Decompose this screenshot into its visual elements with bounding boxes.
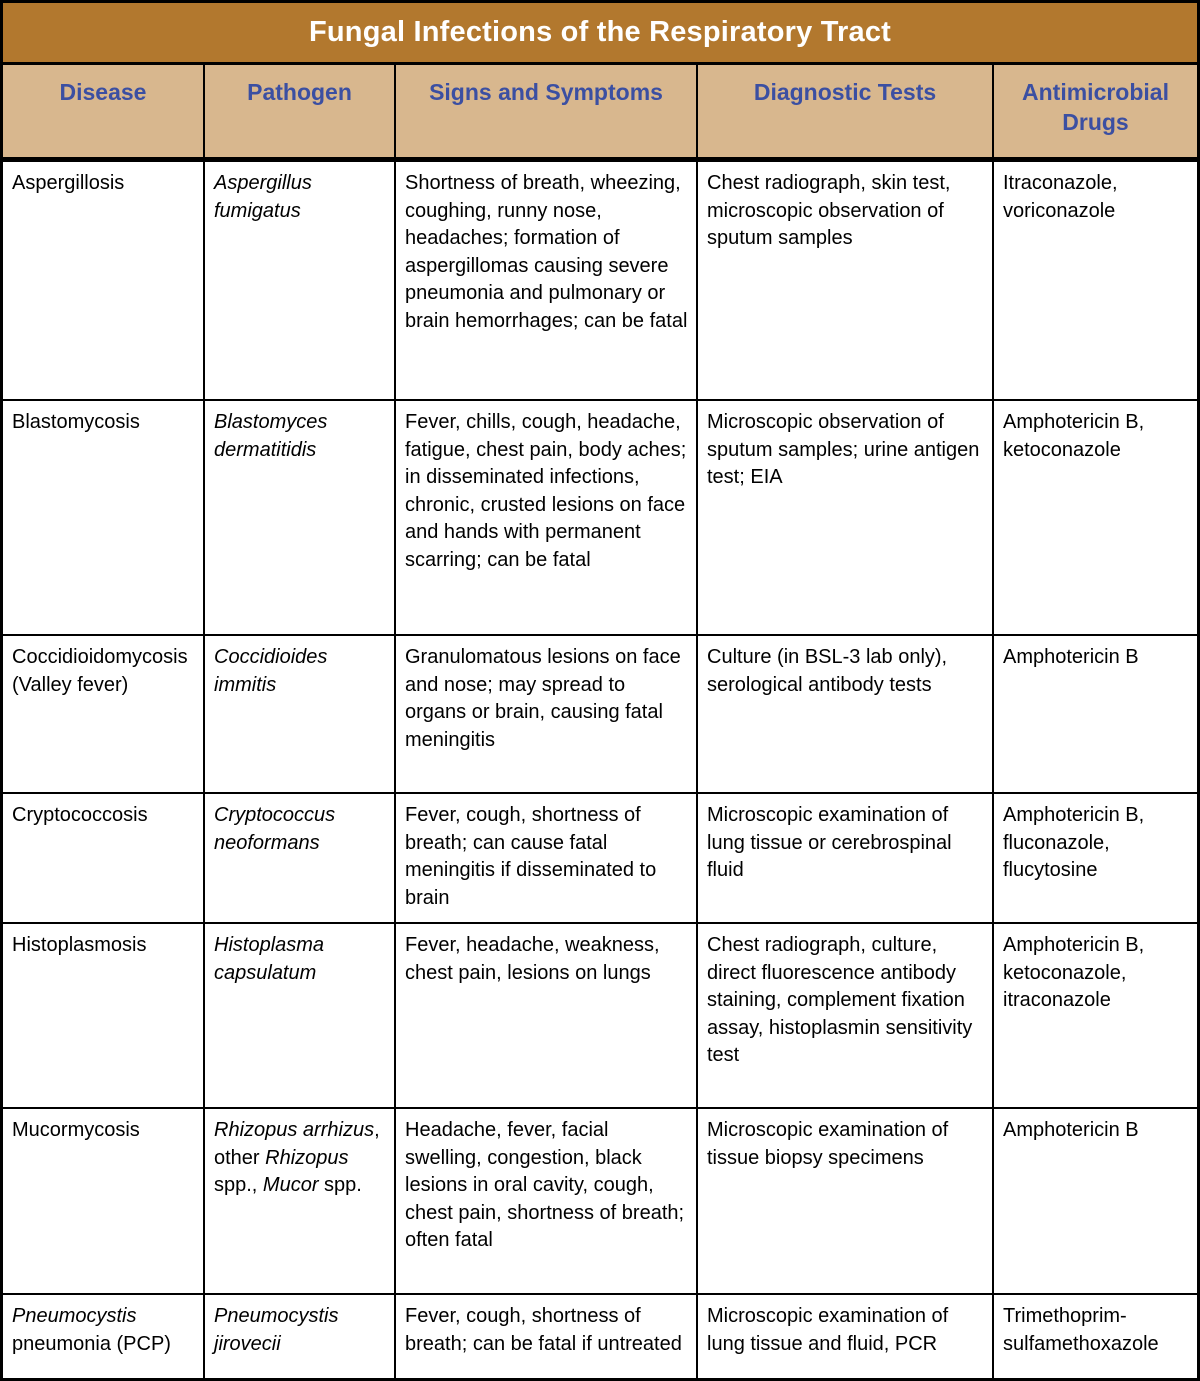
cell-pathogen — [203, 924, 394, 1107]
pathogen-name: Blastomyces dermatitidis — [214, 411, 328, 461]
disease-name: Blastomycosis — [12, 411, 140, 433]
cell-signs: Fever, cough, shortness of breath; can cause fatal meningitis if disseminated to brain — [394, 794, 696, 922]
cell-disease — [3, 636, 203, 792]
cell-signs: Fever, headache, weakness, chest pain, lesions on lungs — [394, 924, 696, 1107]
table-row — [3, 792, 1197, 922]
cell-tests: Chest radiograph, skin test, microscopic observation of sputum samples — [696, 162, 992, 399]
disease-name: Histoplasmosis — [12, 934, 147, 956]
pathogen-name: Aspergillus fumigatus — [214, 172, 312, 222]
pathogen-name: Histoplasma capsulatum — [214, 934, 325, 984]
cell-pathogen — [203, 1109, 394, 1293]
table-row — [3, 1107, 1197, 1293]
cell-disease — [3, 924, 203, 1107]
cell-disease — [3, 162, 203, 399]
cell-drugs: Amphotericin B — [992, 636, 1197, 792]
cell-tests: Microscopic examination of tissue biopsy specimens — [696, 1109, 992, 1293]
cell-drugs: Amphotericin B, fluconazole, flucytosine — [992, 794, 1197, 922]
cell-drugs: Amphotericin B, ketoconazole, itraconazole — [992, 924, 1197, 1107]
column-header-pathogen: Pathogen — [203, 65, 394, 157]
cell-pathogen — [203, 401, 394, 634]
cell-disease — [3, 401, 203, 634]
pathogen-name: Coccidioides immitis — [214, 646, 328, 696]
cell-drugs: Trimethoprim-sulfamethoxazole — [992, 1295, 1197, 1381]
column-header-signs-and-symptoms: Signs and Symptoms — [394, 65, 696, 157]
cell-signs: Granulomatous lesions on face and nose; may spread to organs or brain, causing fatal meningitis — [394, 636, 696, 792]
table-row — [3, 399, 1197, 634]
pathogen-name: Pneumocystis jirovecii — [214, 1305, 339, 1355]
cell-signs: Shortness of breath, wheezing, coughing, runny nose, headaches; formation of aspergillomas causing severe pneumonia and pulmonary or brain hemorrhages; can be fatal — [394, 162, 696, 399]
table-row — [3, 160, 1197, 399]
pathogen-name-parts: Rhizopus arrhizus, other Rhizopus spp., Mucor spp. — [214, 1119, 380, 1196]
cell-signs: Fever, cough, shortness of breath; can be fatal if untreated — [394, 1295, 696, 1381]
table-row — [3, 1293, 1197, 1381]
table-title: Fungal Infections of the Respiratory Tract — [3, 3, 1197, 65]
cell-tests: Culture (in BSL-3 lab only), serological antibody tests — [696, 636, 992, 792]
disease-name: Mucormycosis — [12, 1119, 140, 1141]
column-header-antimicrobial-drugs: Antimicrobial Drugs — [992, 65, 1197, 157]
table-row — [3, 922, 1197, 1107]
cell-pathogen — [203, 162, 394, 399]
table-header-row — [3, 65, 1197, 160]
cell-tests: Microscopic examination of lung tissue and fluid, PCR — [696, 1295, 992, 1381]
cell-tests: Microscopic observation of sputum samples; urine antigen test; EIA — [696, 401, 992, 634]
column-header-diagnostic-tests: Diagnostic Tests — [696, 65, 992, 157]
pathogen-name: Cryptococcus neoformans — [214, 804, 336, 854]
disease-name: Cryptococcosis — [12, 804, 148, 826]
table-row — [3, 634, 1197, 792]
cell-pathogen — [203, 636, 394, 792]
disease-name-genus: Pneumocystis — [12, 1305, 137, 1327]
disease-name: pneumonia (PCP) — [12, 1332, 171, 1355]
cell-signs: Headache, fever, facial swelling, congestion, black lesions in oral cavity, cough, chest pain, shortness of breath; often fatal — [394, 1109, 696, 1293]
cell-signs: Fever, chills, cough, headache, fatigue, chest pain, body aches; in disseminated infections, chronic, crusted lesions on face and hands with permanent scarring; can be fatal — [394, 401, 696, 634]
column-header-disease: Disease — [3, 65, 203, 157]
cell-drugs: Amphotericin B — [992, 1109, 1197, 1293]
disease-name: Coccidioidomycosis (Valley fever) — [12, 646, 188, 696]
cell-pathogen — [203, 794, 394, 922]
cell-disease — [3, 1295, 203, 1381]
cell-tests: Chest radiograph, culture, direct fluorescence antibody staining, complement fixation assay, histoplasmin sensitivity test — [696, 924, 992, 1107]
cell-drugs: Amphotericin B, ketoconazole — [992, 401, 1197, 634]
cell-disease — [3, 1109, 203, 1293]
cell-disease — [3, 794, 203, 922]
cell-tests: Microscopic examination of lung tissue or cerebrospinal fluid — [696, 794, 992, 922]
disease-name: Aspergillosis — [12, 172, 125, 194]
cell-pathogen — [203, 1295, 394, 1381]
cell-drugs: Itraconazole, voriconazole — [992, 162, 1197, 399]
